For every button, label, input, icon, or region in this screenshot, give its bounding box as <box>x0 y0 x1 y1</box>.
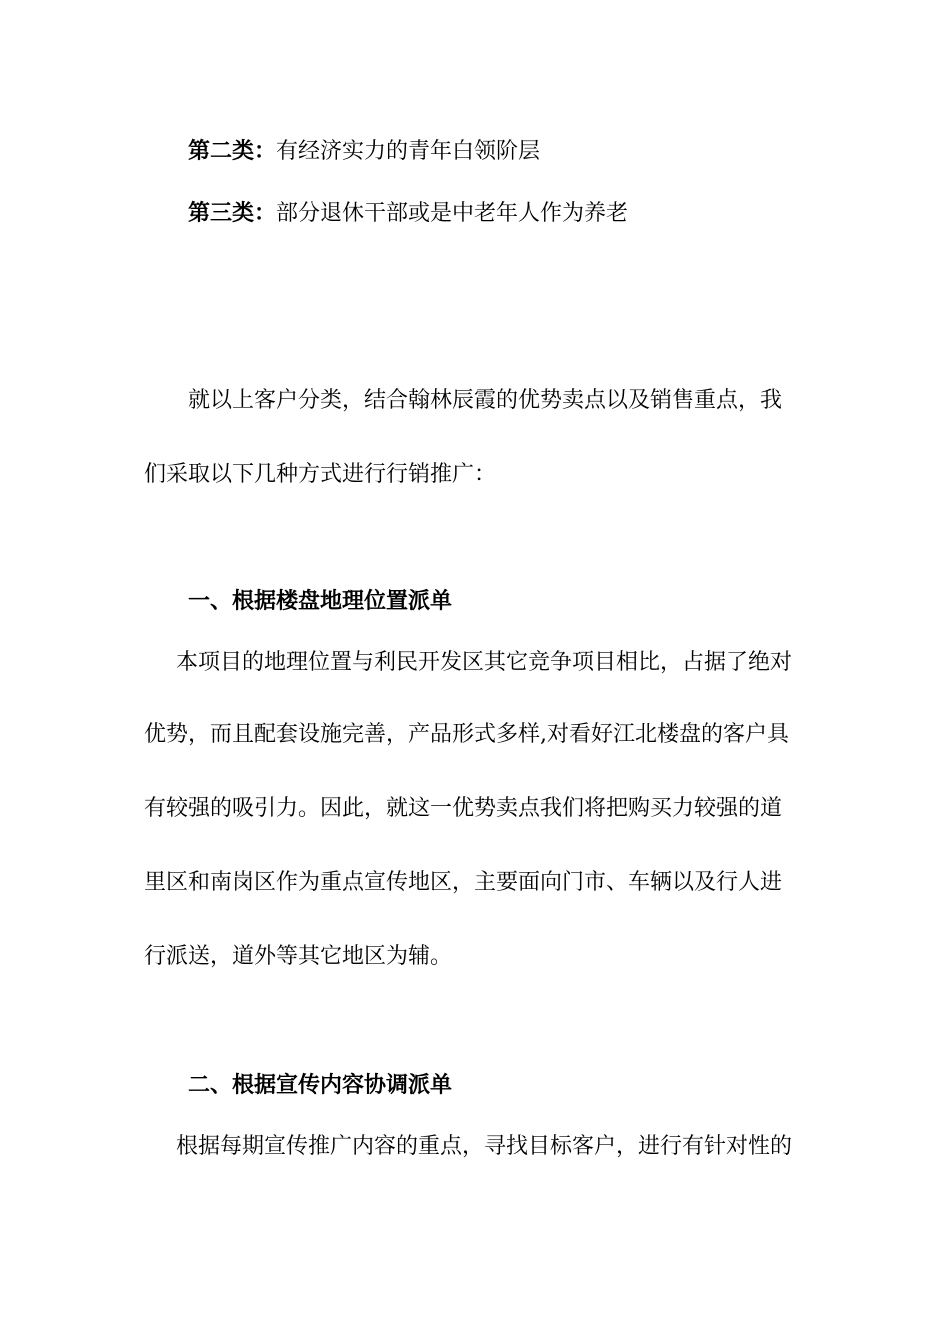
intro-line-2 <box>144 460 496 490</box>
section-heading-2: 二、根据宣传内容协调派单 <box>188 1072 453 1098</box>
category-label: 第二类： <box>188 138 277 164</box>
section1-line-2 <box>144 720 789 750</box>
intro-line-1 <box>188 386 782 416</box>
paragraph-text: 优势，而且配套设施完善，产品形式多样,对看好江北楼盘的客户具 <box>144 722 789 747</box>
category-3 <box>188 198 628 229</box>
section1-line-5 <box>144 942 452 972</box>
category-text: 有经济实力的青年白领阶层 <box>276 139 541 164</box>
paragraph-text: 行派送，道外等其它地区为辅。 <box>144 944 453 969</box>
paragraph-text: 根据每期宣传推广内容的重点，寻找目标客户，进行有针对性的 <box>176 1134 793 1159</box>
category-text: 部分退休干部或是中老年人作为养老 <box>276 201 629 226</box>
paragraph-text: 里区和南岗区作为重点宣传地区，主要面向门市、车辆以及行人进 <box>144 870 783 895</box>
paragraph-text: 们采取以下几种方式进行行销推广： <box>144 462 497 487</box>
category-label: 第三类： <box>188 200 277 226</box>
section1-line-3 <box>144 794 782 824</box>
category-2 <box>188 136 540 167</box>
section1-line-4 <box>144 868 782 898</box>
section1-line-1 <box>176 648 792 678</box>
section-heading-1: 一、根据楼盘地理位置派单 <box>188 588 453 614</box>
paragraph-text: 本项目的地理位置与利民开发区其它竞争项目相比，占据了绝对 <box>176 650 793 675</box>
section2-line-1 <box>176 1132 792 1162</box>
paragraph-text: 就以上客户分类，结合翰林辰霞的优势卖点以及销售重点，我 <box>188 388 783 413</box>
paragraph-text: 有较强的吸引力。因此，就这一优势卖点我们将把购买力较强的道 <box>144 796 783 821</box>
